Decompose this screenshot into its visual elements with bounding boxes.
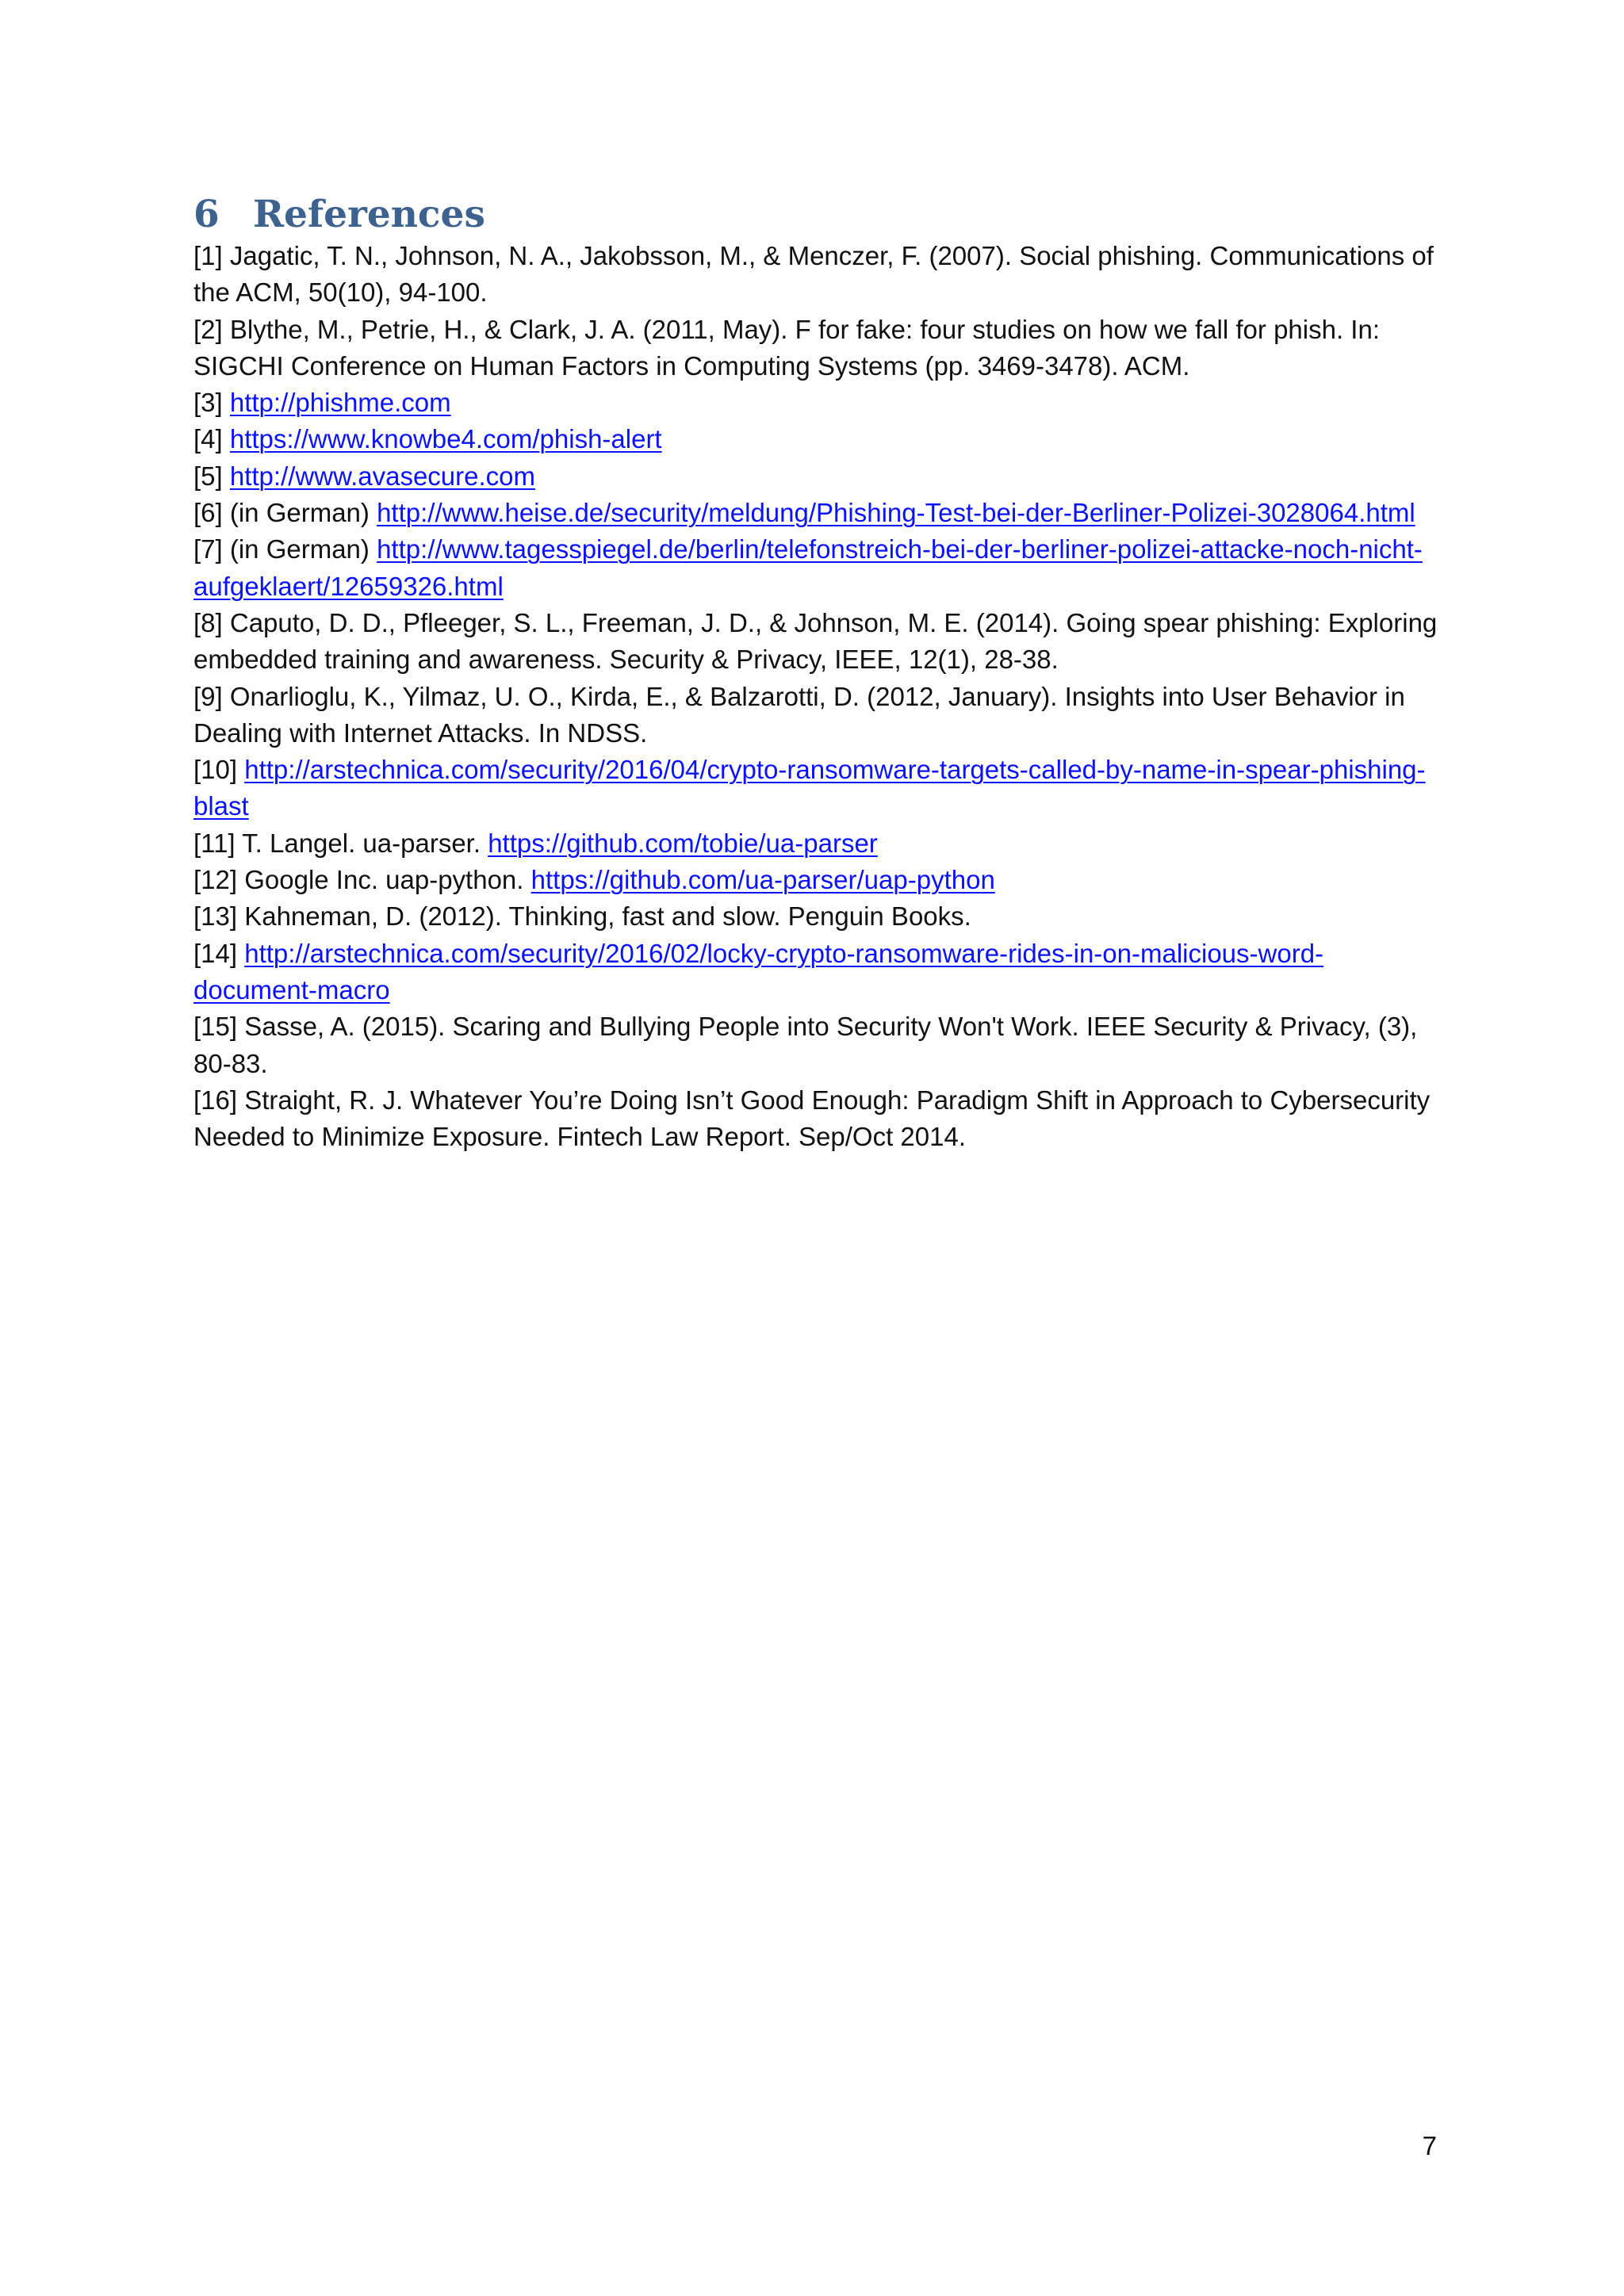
reference-item-5 [193,458,1446,495]
reference-text: [5] [193,461,230,491]
reference-item-16 [193,1082,1446,1156]
reference-item-13 [193,898,1446,935]
reference-list [193,238,1446,1155]
reference-item-2 [193,312,1446,385]
reference-link[interactable]: https://github.com/tobie/ua-parser [488,828,878,858]
reference-link[interactable]: http://arstechnica.com/security/2016/02/locky-crypto-ransomware-rides-in-on-malicious-word-document-macro [193,938,1324,1004]
section-title: References [253,193,485,236]
reference-text: [7] (in German) [193,534,377,564]
reference-item-4 [193,421,1446,457]
reference-text: [15] Sasse, A. (2015). Scaring and Bullying People into Security Won't Work. IEEE Security & Privacy, (3), 80-83. [193,1012,1418,1078]
reference-item-12 [193,862,1446,898]
reference-item-9 [193,679,1446,752]
reference-text: [14] [193,938,245,968]
reference-text: [9] Onarlioglu, K., Yilmaz, U. O., Kirda, E., & Balzarotti, D. (2012, January). Insights into User Behavior in Dealing with Internet Attacks. In NDSS. [193,681,1405,748]
reference-link[interactable]: http://arstechnica.com/security/2016/04/crypto-ransomware-targets-called-by-name-in-spear-phishing-blast [193,755,1426,821]
reference-text: [10] [193,755,245,785]
section-number: 6 [193,193,220,236]
reference-link[interactable]: https://github.com/ua-parser/uap-python [530,865,995,895]
reference-text: [1] Jagatic, T. N., Johnson, N. A., Jakobsson, M., & Menczer, F. (2007). Social phishing. Communications of the ACM, 50(10), 94-100. [193,241,1434,308]
reference-item-7 [193,531,1446,605]
reference-text: [3] [193,388,230,418]
page-number: 7 [1422,2131,1437,2160]
references-section [193,189,1446,1155]
reference-item-6 [193,495,1446,531]
section-heading [193,189,1446,241]
reference-item-8 [193,605,1446,679]
reference-text: [12] Google Inc. uap-python. [193,865,531,895]
reference-text: [2] Blythe, M., Petrie, H., & Clark, J. A. (2011, May). F for fake: four studies on how we fall for phish. In: SIGCHI Conference on Human Factors in Computing Systems (pp. 3469-3478). ACM. [193,314,1380,381]
reference-link[interactable]: http://phishme.com [229,388,451,418]
reference-item-10 [193,752,1446,825]
reference-text: [8] Caputo, D. D., Pfleeger, S. L., Freeman, J. D., & Johnson, M. E. (2014). Going spear phishing: Exploring embedded training and awareness. Security & Privacy, IEEE, 12(1), 28-38. [193,607,1438,675]
reference-text: [16] Straight, R. J. Whatever You’re Doing Isn’t Good Enough: Paradigm Shift in Approach to Cybersecurity Needed to Minimize Exposure. Fintech Law Report. Sep/Oct 2014. [193,1085,1431,1152]
reference-item-14 [193,936,1446,1009]
reference-link[interactable]: https://www.knowbe4.com/phish-alert [229,424,662,454]
reference-text: [13] Kahneman, D. (2012). Thinking, fast and slow. Penguin Books. [193,901,971,932]
reference-text: [4] [193,424,230,454]
reference-text: [11] T. Langel. ua-parser. [193,828,488,858]
reference-link[interactable]: http://www.heise.de/security/meldung/Phishing-Test-bei-der-Berliner-Polizei-3028064.html [377,498,1415,528]
reference-item-15 [193,1008,1446,1082]
reference-link[interactable]: http://www.avasecure.com [229,461,536,491]
reference-item-3 [193,385,1446,421]
reference-item-1 [193,238,1446,312]
reference-link[interactable]: http://www.tagesspiegel.de/berlin/telefonstreich-bei-der-berliner-polizei-attacke-noch-nicht-aufgeklaert/12659326.html [193,534,1423,601]
reference-item-11 [193,825,1446,862]
reference-text: [6] (in German) [193,498,377,528]
